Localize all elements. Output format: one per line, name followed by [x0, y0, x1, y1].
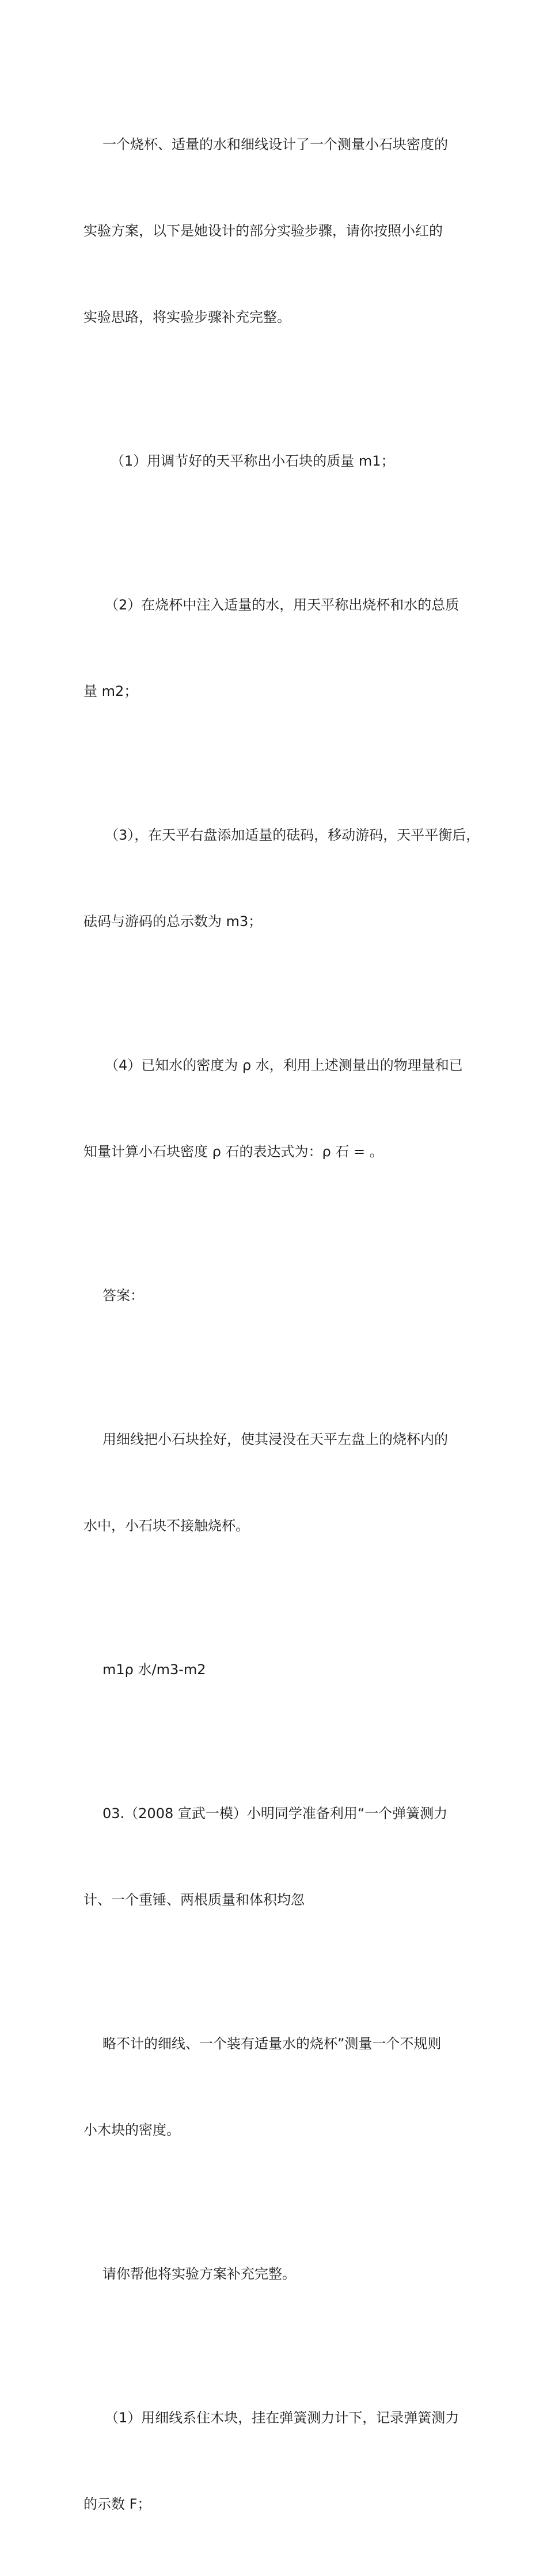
text-line: 用细线把小石块拴好，使其浸没在天平左盘上的烧杯内的	[102, 1431, 448, 1447]
document-body	[83, 73, 480, 2576]
paragraph-intro	[83, 73, 469, 389]
text-line: 量 m2；	[83, 683, 138, 699]
text-line: 的示数 F；	[83, 2496, 151, 2512]
text-line: 答案：	[102, 1287, 144, 1304]
paragraph-question-03-cont	[83, 1972, 469, 2202]
text-line: （1）用细线系住木块，挂在弹簧测力计下，记录弹簧测力	[105, 2410, 459, 2426]
text-line: 小木块的密度。	[83, 2122, 180, 2138]
paragraph-step-3	[83, 763, 480, 993]
text-line: （3），在天平右盘添加适量的砝码，移动游码，天平平衡后，	[105, 827, 480, 843]
text-line: 略不计的细线、一个装有适量水的烧杯”测量一个不规则	[102, 2036, 442, 2052]
text-line: （2）在烧杯中注入适量的水，用天平称出烧杯和水的总质	[105, 597, 459, 613]
paragraph-question-03	[83, 1742, 469, 1972]
paragraph-instruction	[83, 2202, 469, 2346]
text-line: 实验思路，将实验步骤补充完整。	[83, 309, 291, 325]
paragraph-step-4	[83, 993, 469, 1224]
text-line: （4）已知水的密度为 ρ 水，利用上述测量出的物理量和已	[105, 1057, 463, 1073]
text-line: 03.（2008 宣武一模）小明同学准备利用“一个弹簧测力	[102, 1805, 448, 1822]
text-line: 实验方案，以下是她设计的部分实验步骤，请你按照小红的	[83, 223, 443, 239]
paragraph-step-2	[83, 533, 469, 763]
text-line: 水中，小石块不接触烧杯。	[83, 1518, 249, 1534]
text-line: 请你帮他将实验方案补充完整。	[102, 2266, 296, 2282]
text-line: 砝码与游码的总示数为 m3；	[83, 913, 263, 929]
text-line: m1ρ 水/m3-m2	[102, 1662, 206, 1678]
text-line: 一个烧杯、适量的水和细线设计了一个测量小石块密度的	[102, 136, 448, 153]
text-line: 知量计算小石块密度 ρ 石的表达式为：ρ 石 = 。	[83, 1144, 383, 1160]
paragraph-answer-heading	[83, 1224, 469, 1367]
paragraph-step-1	[83, 389, 469, 533]
text-line: （1）用调节好的天平称出小石块的质量 m1；	[111, 453, 395, 469]
text-line: 计、一个重锤、两根质量和体积均忽	[83, 1892, 305, 1908]
paragraph-answer	[83, 1367, 469, 1598]
paragraph-formula	[83, 1598, 469, 1742]
paragraph-step-1b	[83, 2346, 469, 2576]
